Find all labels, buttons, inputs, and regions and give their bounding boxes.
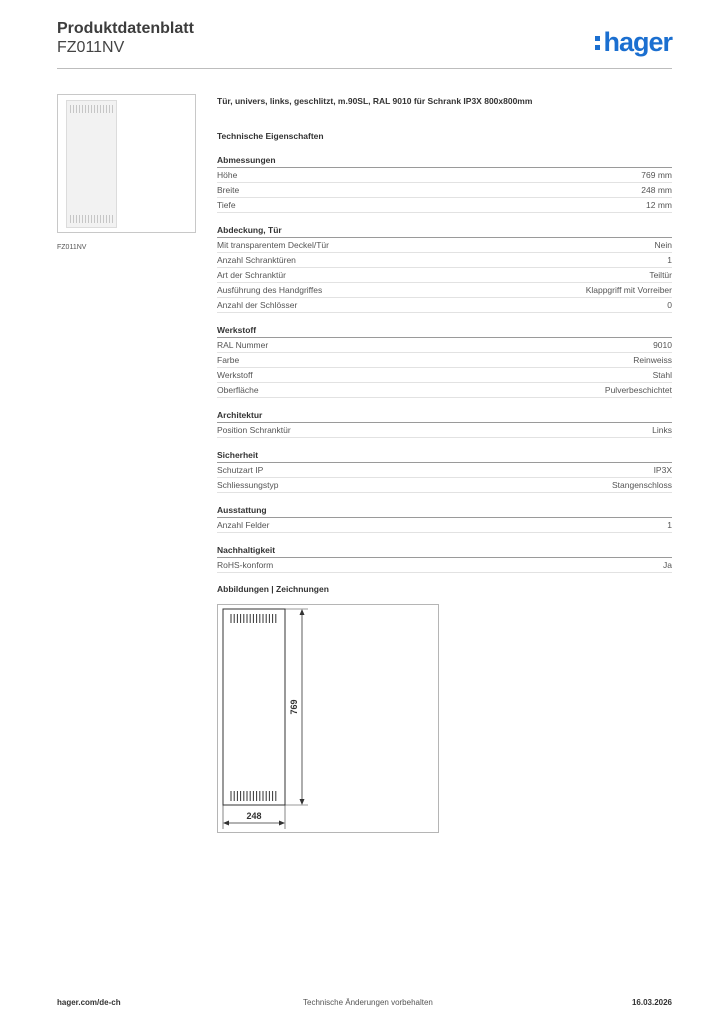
section-4 [217, 447, 672, 493]
section-0 [217, 152, 672, 213]
hager-logo[interactable] [595, 27, 672, 57]
property-row [217, 283, 672, 298]
section-title: Abdeckung, Tür [217, 222, 672, 238]
door-image [66, 100, 117, 228]
property-row [217, 168, 672, 183]
technical-heading: Technische Eigenschaften [217, 131, 324, 141]
property-row [217, 368, 672, 383]
property-row [217, 478, 672, 493]
property-row [217, 183, 672, 198]
section-title: Architektur [217, 407, 672, 423]
section-title: Abmessungen [217, 152, 672, 168]
footer-website[interactable]: hager.com/de-ch [57, 998, 121, 1007]
property-row [217, 518, 672, 533]
property-label: Breite [217, 185, 240, 195]
property-value: Stahl [652, 370, 672, 380]
property-value: Ja [663, 560, 672, 570]
footer-notice: Technische Änderungen vorbehalten [303, 998, 433, 1007]
property-value: 12 mm [646, 200, 672, 210]
property-row [217, 268, 672, 283]
height-dimension-label: 769 [289, 699, 299, 715]
property-row [217, 383, 672, 398]
article-number: FZ011NV [57, 39, 125, 56]
property-label: RoHS-konform [217, 560, 274, 570]
drawings-title: Abbildungen | Zeichnungen [217, 584, 329, 594]
property-row [217, 298, 672, 313]
property-label: Anzahl Schranktüren [217, 255, 296, 265]
dimension-drawing [218, 605, 440, 834]
section-1 [217, 222, 672, 313]
property-label: Tiefe [217, 200, 236, 210]
header-title: Produktdatenblatt [57, 20, 194, 37]
section-3 [217, 407, 672, 438]
property-row [217, 253, 672, 268]
header-divider [57, 68, 672, 69]
section-5 [217, 502, 672, 533]
property-label: Ausführung des Handgriffes [217, 285, 323, 295]
logo-text: hager [603, 27, 672, 57]
property-value: 9010 [653, 340, 672, 350]
property-value: Teiltür [649, 270, 672, 280]
property-value: Pulverbeschichtet [604, 385, 672, 395]
property-value: 769 mm [641, 170, 672, 180]
property-label: Position Schranktür [217, 425, 291, 435]
property-label: Oberfläche [217, 385, 259, 395]
property-label: Schutzart IP [217, 465, 264, 475]
top-vents [70, 105, 113, 113]
thumbnail-caption: FZ011NV [57, 244, 87, 251]
section-2 [217, 322, 672, 398]
section-title: Werkstoff [217, 322, 672, 338]
property-row [217, 463, 672, 478]
property-row [217, 558, 672, 573]
section-title: Sicherheit [217, 447, 672, 463]
footer-date: 16.03.2026 [631, 998, 672, 1007]
property-value: 1 [667, 255, 672, 265]
section-title: Nachhaltigkeit [217, 542, 672, 558]
width-dimension-label: 248 [246, 811, 262, 821]
section-title: Ausstattung [217, 502, 672, 518]
property-label: RAL Nummer [217, 340, 269, 350]
logo-dots-icon [595, 32, 602, 52]
properties-table [217, 152, 672, 582]
property-label: Farbe [217, 355, 240, 365]
property-value: 0 [667, 300, 672, 310]
property-label: Höhe [217, 170, 238, 180]
product-thumbnail [57, 94, 196, 233]
property-value: Nein [654, 240, 672, 250]
property-value: Reinweiss [633, 355, 672, 365]
property-label: Art der Schranktür [217, 270, 286, 280]
property-label: Mit transparentem Deckel/Tür [217, 240, 329, 250]
property-value: Stangenschloss [611, 480, 672, 490]
property-label: Anzahl der Schlösser [217, 300, 298, 310]
property-row [217, 238, 672, 253]
section-6 [217, 542, 672, 573]
technical-drawing [217, 604, 439, 833]
property-label: Schliessungstyp [217, 480, 279, 490]
property-row [217, 338, 672, 353]
property-value: 1 [667, 520, 672, 530]
property-value: Klappgriff mit Vorreiber [585, 285, 672, 295]
property-label: Anzahl Felder [217, 520, 270, 530]
property-label: Werkstoff [217, 370, 253, 380]
property-value: 248 mm [641, 185, 672, 195]
property-value: IP3X [653, 465, 672, 475]
property-value: Links [652, 425, 672, 435]
property-row [217, 198, 672, 213]
property-row [217, 353, 672, 368]
product-description: Tür, univers, links, geschlitzt, m.90SL, RAL 9010 für Schrank IP3X 800x800mm [217, 96, 533, 106]
property-row [217, 423, 672, 438]
bottom-vents [70, 215, 113, 223]
